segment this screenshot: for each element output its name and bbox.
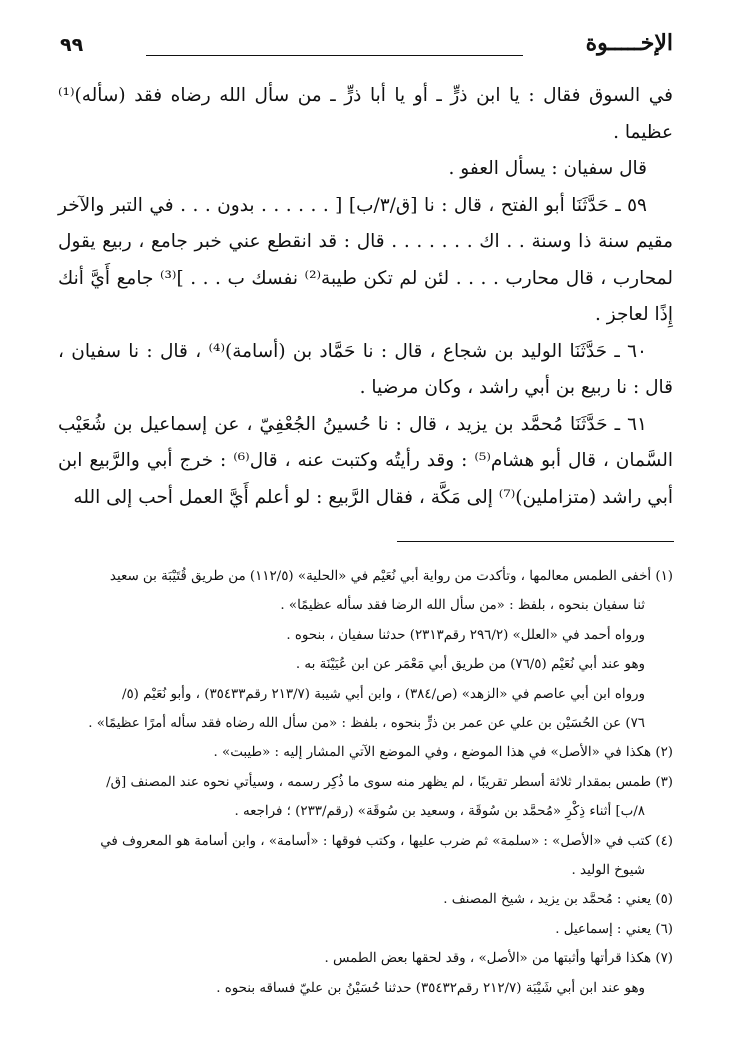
- footnote-line: وهو عند ابن أبي شَيْبَة (٢١٢/٧ رقم٣٥٤٣٢) حدثنا حُسَيْنُ بن عليّ فساقه بنحوه .: [216, 980, 645, 996]
- footnote-line: شيوخ الوليد .: [571, 863, 645, 879]
- footnote-line: (٤) كتب في «الأصل» : «سلمة» ثم ضرب عليها ، وكتب فوقها : «أسامة» ، وابن أسامة هو المعروف في: [100, 833, 673, 849]
- page-header: [60, 30, 673, 66]
- footnote-separator: [397, 541, 674, 542]
- footnote-line: ثنا سفيان بنحوه ، بلفظ : «من سأل الله الرضا فقد سأله عظيمًا» .: [280, 598, 645, 614]
- footnote-line: (٦) يعني : إسماعيل .: [555, 921, 673, 937]
- footnote-line: (٥) يعني : مُحمَّد بن يزيد ، شيخ المصنف .: [443, 892, 673, 908]
- footnotes: [58, 562, 673, 1003]
- paragraph: ٦٠ ـ حَدَّثَنَا الوليد بن شجاع ، قال : نا حَمَّاد بن (أسامة)⁽⁴⁾ ، قال : نا سفيان ، قال : نا ربيع بن أبي راشد ، وكان مرضيا .: [58, 340, 673, 398]
- paragraph: في السوق فقال : يا ابن ذرٍّ ـ أو يا أبا ذرٍّ ـ من سأل الله رضاه فقد (سأله)⁽¹⁾ عظيما .: [58, 85, 673, 143]
- footnote-line: ٨/ب] أثناء ذِكْرِ «مُحمَّد بن سُوقَة ، وسعيد بن سُوقَة» (رقم/٢٣٣) ؛ فراجعه .: [234, 804, 645, 820]
- page-number: ٩٩: [60, 34, 84, 56]
- paragraph: ٦١ ـ حَدَّثَنَا مُحمَّد بن يزيد ، قال : نا حُسينُ الجُعْفِيّ ، عن إسماعيل بن شُعَيْب السَّمان ، قال أبو هشام⁽⁵⁾ : وقد رأيتُه وكتبت عنه ، قال⁽⁶⁾ : خرج أبي والرَّبيع ابن أبي راشد (متزاملين)⁽⁷⁾ إلى مَكَّة ، فقال الرَّبيع : لو أعلم أَيَّ العمل أحب إلى الله: [58, 413, 673, 508]
- footnote-line: (٣) طمس بمقدار ثلاثة أسطر تقريبًا ، لم يظهر منه سوى ما ذُكِر رسمه ، وسيأتي نحوه عند المصنف [ق/: [106, 774, 673, 790]
- footnote-line: ورواه ابن أبي عاصم في «الزهد» (ص/٣٨٤) ، وابن أبي شيبة (٢١٣/٧ رقم٣٥٤٣٣) ، وأبو نُعَيْم (٥/: [121, 686, 645, 702]
- footnote-line: وهو عند أبي نُعَيْم (٧٦/٥) من طريق أبي مَعْمَر عن ابن عُيَيْنَة به .: [295, 657, 645, 673]
- paragraph: ٥٩ ـ حَدَّثَنَا أبو الفتح ، قال : نا [ق/٣/ب] [ . . . . . . بدون . . . في التبر والآخر مقيم سنة ذا وسنة . . اك . . . . . . . قال : قد انقطع عني خبر جامع ، ربيع يقول لمحارب ، قال محارب . . . . لئن لم تكن طيبة⁽²⁾ نفسك ب . . . ]⁽³⁾ جامع أَيَّ أنك إِذًا لعاجز .: [58, 194, 673, 325]
- header-rule: [146, 55, 523, 56]
- footnote-line: ٧٦) عن الحُسَيْن بن علي عن عمر بن ذرٍّ بنحوه ، بلفظ : «من سأل الله رضاه فقد سأله أمرًا عظيمًا» .: [88, 716, 645, 732]
- paragraph: قال سفيان : يسأل العفو .: [448, 158, 647, 179]
- footnote-line: (٧) هكذا قرأتها وأثبتها من «الأصل» ، وقد لحقها بعض الطمس .: [324, 951, 673, 967]
- running-title: الإخـــــوة: [585, 30, 673, 56]
- main-text: [58, 78, 673, 516]
- footnote-line: (١) أخفى الطمس معالمها ، وتأكدت من رواية أبي نُعَيْم في «الحلية» (١١٢/٥) من طريق قُتَيْبَة بن سعيد: [109, 569, 673, 584]
- footnote-line: (٢) هكذا في «الأصل» في هذا الموضع ، وفي الموضع الآتي المشار إليه : «طيبت» .: [213, 745, 673, 761]
- footnote-line: ورواه أحمد في «العلل» (٢٩٦/٢ رقم٢٣١٣) حدثنا سفيان ، بنحوه .: [286, 627, 645, 643]
